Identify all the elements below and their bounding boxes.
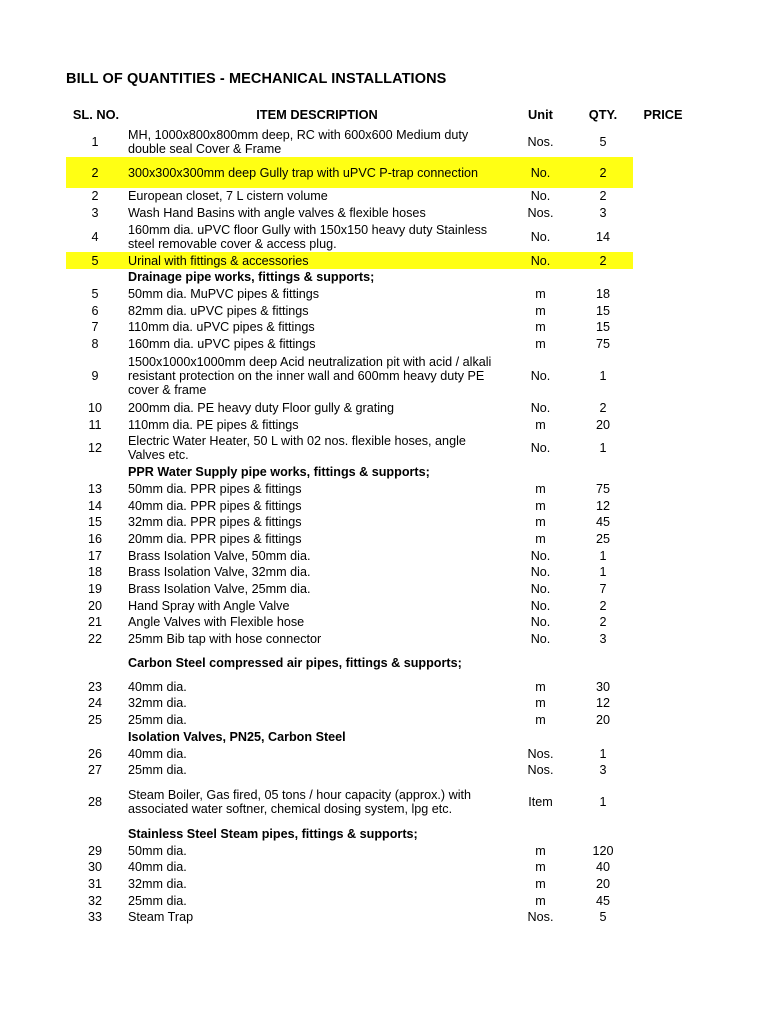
section-heading-row [66, 729, 693, 746]
unit-cell: m [535, 303, 546, 318]
description-cell: 25mm dia. [128, 713, 187, 728]
description-cell: Wash Hand Basins with angle valves & flexible hoses [128, 206, 426, 221]
sl-cell: 21 [87, 615, 102, 630]
table-row [66, 564, 693, 581]
description-cell: 40mm dia. [128, 860, 187, 875]
unit-cell: No. [530, 548, 551, 563]
price-cell [633, 221, 693, 252]
qty-cell: 45 [595, 515, 610, 530]
unit-cell: No. [530, 369, 551, 383]
table-row [66, 302, 693, 319]
table-row [66, 514, 693, 531]
price-cell [633, 564, 693, 581]
qty-cell: 2 [573, 157, 633, 188]
qty-cell: 1 [599, 548, 607, 563]
qty-cell: 120 [592, 843, 614, 858]
sl-cell: 19 [87, 582, 102, 597]
description-cell: Urinal with fittings & accessories [126, 252, 508, 269]
price-cell [633, 157, 693, 188]
description-cell: Brass Isolation Valve, 32mm dia. [128, 565, 311, 580]
description-cell: Steam Boiler, Gas fired, 05 tons / hour capacity (approx.) with associated water softner, chemical dosing system, lpg etc. [128, 788, 471, 817]
sl-cell: 24 [87, 696, 102, 711]
qty-cell: 5 [599, 134, 607, 149]
description-cell: Carbon Steel compressed air pipes, fittings & supports; [128, 655, 462, 670]
description-cell: 20mm dia. PPR pipes & fittings [128, 531, 302, 546]
sl-cell: 12 [87, 441, 102, 456]
qty-cell: 20 [595, 713, 610, 728]
unit-cell: Nos. [527, 206, 554, 221]
table-row [66, 126, 693, 157]
table-row [66, 416, 693, 433]
description-cell: 32mm dia. [128, 876, 187, 891]
sl-cell: 6 [91, 303, 99, 318]
price-cell [633, 188, 693, 205]
section-heading-row [66, 826, 693, 843]
price-cell [633, 695, 693, 712]
unit-cell: No. [508, 252, 573, 269]
price-cell [633, 826, 693, 843]
sl-cell: 15 [87, 515, 102, 530]
qty-cell: 40 [595, 860, 610, 875]
description-cell: Brass Isolation Valve, 25mm dia. [128, 582, 311, 597]
qty-cell: 2 [599, 189, 607, 204]
header-qty: QTY. [588, 107, 618, 122]
price-cell [633, 286, 693, 303]
unit-cell: No. [530, 565, 551, 580]
qty-cell: 45 [595, 893, 610, 908]
unit-cell: Nos. [527, 910, 554, 925]
sl-cell: 2 [66, 157, 126, 188]
unit-cell: m [535, 320, 546, 335]
sl-cell: 32 [87, 893, 102, 908]
description-cell: European closet, 7 L cistern volume [128, 189, 328, 204]
sl-cell: 22 [87, 632, 102, 647]
page-title: BILL OF QUANTITIES - MECHANICAL INSTALLATIONS [66, 71, 447, 87]
sl-cell: 2 [91, 189, 99, 204]
price-cell [633, 597, 693, 614]
qty-cell: 3 [599, 763, 607, 778]
description-cell: Hand Spray with Angle Valve [128, 598, 290, 613]
table-row [66, 157, 693, 188]
description-cell: 160mm dia. uPVC pipes & fittings [128, 337, 316, 352]
qty-cell: 5 [599, 910, 607, 925]
qty-cell: 20 [595, 876, 610, 891]
sl-cell: 3 [91, 206, 99, 221]
table-row [66, 597, 693, 614]
price-cell [633, 631, 693, 648]
table-row [66, 842, 693, 859]
description-cell: 200mm dia. PE heavy duty Floor gully & grating [128, 400, 394, 415]
unit-cell: No. [530, 189, 551, 204]
qty-cell: 3 [599, 632, 607, 647]
price-cell [633, 353, 693, 400]
description-cell: 50mm dia. PPR pipes & fittings [128, 481, 302, 496]
sl-cell: 20 [87, 598, 102, 613]
unit-cell: m [535, 515, 546, 530]
table-row [66, 353, 693, 400]
description-cell: 50mm dia. MuPVC pipes & fittings [128, 287, 320, 302]
description-cell: 32mm dia. PPR pipes & fittings [128, 515, 302, 530]
price-cell [633, 433, 693, 464]
header-item-description: ITEM DESCRIPTION [256, 107, 378, 122]
unit-cell: m [535, 417, 546, 432]
unit-cell [508, 647, 573, 678]
boq-table [66, 104, 693, 926]
description-cell: Stainless Steel Steam pipes, fittings & supports; [128, 826, 418, 841]
sl-cell: 14 [87, 498, 102, 513]
qty-cell: 1 [599, 565, 607, 580]
unit-cell: m [535, 337, 546, 352]
unit-cell: m [535, 679, 546, 694]
unit-cell: No. [530, 615, 551, 630]
sl-cell: 13 [87, 481, 102, 496]
section-heading-row [66, 464, 693, 481]
description-cell: 25mm Bib tap with hose connector [128, 632, 322, 647]
sl-cell [66, 729, 126, 746]
price-cell [633, 302, 693, 319]
qty-cell: 1 [599, 441, 607, 456]
qty-cell [573, 647, 633, 678]
unit-cell [508, 729, 573, 746]
price-cell [633, 712, 693, 729]
description-cell: Angle Valves with Flexible hose [128, 615, 305, 630]
description-cell: 25mm dia. [128, 893, 187, 908]
price-cell [633, 464, 693, 481]
table-row [66, 319, 693, 336]
price-cell [633, 892, 693, 909]
table-row [66, 221, 693, 252]
qty-cell [573, 269, 633, 286]
qty-cell: 15 [595, 320, 610, 335]
price-cell [633, 745, 693, 762]
price-cell [633, 614, 693, 631]
table-body [66, 126, 693, 926]
table-row [66, 400, 693, 417]
qty-cell [573, 464, 633, 481]
table-header [66, 104, 693, 126]
sl-cell: 5 [66, 252, 126, 269]
unit-cell [508, 464, 573, 481]
description-cell: 82mm dia. uPVC pipes & fittings [128, 303, 309, 318]
unit-cell: m [535, 287, 546, 302]
unit-cell: No. [530, 598, 551, 613]
description-cell: 110mm dia. PE pipes & fittings [128, 417, 299, 432]
table-row [66, 614, 693, 631]
qty-cell: 12 [595, 696, 610, 711]
table-row [66, 497, 693, 514]
description-cell: 40mm dia. PPR pipes & fittings [128, 498, 302, 513]
description-cell: MH, 1000x800x800mm deep, RC with 600x600 Medium duty double seal Cover & Frame [128, 127, 469, 156]
sl-cell: 27 [87, 763, 102, 778]
sl-cell: 10 [87, 400, 102, 415]
unit-cell: m [535, 713, 546, 728]
description-cell: Drainage pipe works, fittings & supports; [128, 270, 375, 285]
description-cell: Electric Water Heater, 50 L with 02 nos. flexible hoses, angle Valves etc. [128, 434, 466, 463]
sl-cell: 26 [87, 746, 102, 761]
table-row [66, 205, 693, 222]
price-cell [633, 647, 693, 678]
price-cell [633, 762, 693, 779]
price-cell [633, 729, 693, 746]
unit-cell: No. [530, 229, 551, 244]
table-row [66, 762, 693, 779]
unit-cell: m [535, 498, 546, 513]
table-row [66, 876, 693, 893]
description-cell: Brass Isolation Valve, 50mm dia. [128, 548, 311, 563]
qty-cell: 15 [595, 303, 610, 318]
qty-cell: 1 [599, 795, 607, 810]
sl-cell: 11 [88, 417, 102, 432]
sl-cell: 4 [91, 229, 99, 244]
qty-cell: 18 [595, 287, 610, 302]
header-price: PRICE [643, 107, 683, 122]
price-cell [633, 859, 693, 876]
sl-cell: 23 [87, 679, 102, 694]
description-cell: Isolation Valves, PN25, Carbon Steel [128, 729, 346, 744]
qty-cell: 12 [595, 498, 610, 513]
sl-cell: 7 [91, 320, 99, 335]
unit-cell: m [535, 843, 546, 858]
header-sl-no: SL. NO. [72, 107, 120, 122]
table-row [66, 547, 693, 564]
table-row [66, 745, 693, 762]
qty-cell: 20 [595, 417, 610, 432]
qty-cell: 25 [595, 531, 610, 546]
table-row [66, 336, 693, 353]
description-cell: 25mm dia. [128, 763, 187, 778]
table-row [66, 712, 693, 729]
unit-cell [508, 826, 573, 843]
sl-cell: 17 [87, 548, 102, 563]
table-row [66, 252, 693, 269]
price-cell [633, 678, 693, 695]
description-cell: 32mm dia. [128, 696, 187, 711]
qty-cell: 2 [599, 615, 607, 630]
sl-cell: 1 [91, 134, 99, 149]
sl-cell: 33 [87, 910, 102, 925]
qty-cell: 1 [599, 369, 607, 383]
table-row [66, 678, 693, 695]
sl-cell: 28 [87, 795, 102, 810]
table-row [66, 909, 693, 926]
qty-cell: 2 [599, 400, 607, 415]
qty-cell: 30 [595, 679, 610, 694]
price-cell [633, 581, 693, 598]
sl-cell: 31 [87, 876, 102, 891]
unit-cell [508, 269, 573, 286]
description-cell: PPR Water Supply pipe works, fittings & supports; [128, 465, 430, 480]
price-cell [633, 514, 693, 531]
sl-cell: 30 [87, 860, 102, 875]
unit-cell: m [535, 876, 546, 891]
unit-cell: m [535, 531, 546, 546]
section-heading-row [66, 647, 693, 678]
sl-cell: 29 [87, 843, 102, 858]
price-cell [633, 252, 693, 269]
unit-cell: No. [508, 157, 573, 188]
qty-cell: 1 [599, 746, 607, 761]
table-row [66, 695, 693, 712]
sl-cell: 16 [87, 531, 102, 546]
description-cell: 110mm dia. uPVC pipes & fittings [128, 320, 315, 335]
table-row [66, 859, 693, 876]
sl-cell: 25 [87, 713, 102, 728]
unit-cell: Nos. [527, 763, 554, 778]
price-cell [633, 779, 693, 826]
sl-cell: 8 [91, 337, 99, 352]
unit-cell: m [535, 860, 546, 875]
table-row [66, 892, 693, 909]
unit-cell: No. [530, 400, 551, 415]
sl-cell [66, 269, 126, 286]
description-cell: 40mm dia. [128, 746, 187, 761]
unit-cell: Nos. [527, 746, 554, 761]
table-row [66, 631, 693, 648]
price-cell [633, 269, 693, 286]
section-heading-row [66, 269, 693, 286]
price-cell [633, 547, 693, 564]
sl-cell: 5 [91, 287, 99, 302]
price-cell [633, 909, 693, 926]
description-cell: Steam Trap [128, 910, 194, 925]
description-cell: 1500x1000x1000mm deep Acid neutralization pit with acid / alkali resistant protection on the inner wall and 600mm heavy duty PE cover & frame [128, 355, 492, 397]
price-cell [633, 336, 693, 353]
price-cell [633, 126, 693, 157]
table-row [66, 531, 693, 548]
sl-cell: 18 [87, 565, 102, 580]
price-cell [633, 531, 693, 548]
description-cell: 160mm dia. uPVC floor Gully with 150x150 heavy duty Stainless steel removable cover & access plug. [128, 222, 488, 251]
price-cell [633, 400, 693, 417]
unit-cell: Item [528, 795, 553, 810]
unit-cell: m [535, 696, 546, 711]
qty-cell: 3 [599, 206, 607, 221]
unit-cell: Nos. [527, 134, 554, 149]
price-cell [633, 497, 693, 514]
qty-cell: 7 [599, 582, 607, 597]
price-cell [633, 876, 693, 893]
qty-cell: 14 [595, 229, 610, 244]
description-cell: 300x300x300mm deep Gully trap with uPVC P-trap connection [126, 157, 508, 188]
qty-cell [573, 729, 633, 746]
unit-cell: m [535, 481, 546, 496]
header-unit: Unit [528, 107, 553, 122]
table-row [66, 481, 693, 498]
description-cell: 40mm dia. [128, 679, 187, 694]
price-cell [633, 319, 693, 336]
qty-cell: 75 [595, 337, 610, 352]
sl-cell: 9 [91, 369, 99, 383]
unit-cell: No. [530, 441, 551, 456]
table-row [66, 779, 693, 826]
sl-cell [66, 647, 126, 678]
unit-cell: No. [530, 582, 551, 597]
qty-cell [573, 826, 633, 843]
sl-cell [66, 464, 126, 481]
table-row [66, 433, 693, 464]
sl-cell [66, 826, 126, 843]
price-cell [633, 842, 693, 859]
unit-cell: No. [530, 632, 551, 647]
price-cell [633, 481, 693, 498]
table-row [66, 286, 693, 303]
description-cell: 50mm dia. [128, 843, 187, 858]
qty-cell: 75 [595, 481, 610, 496]
price-cell [633, 416, 693, 433]
qty-cell: 2 [599, 598, 607, 613]
qty-cell: 2 [573, 252, 633, 269]
unit-cell: m [535, 893, 546, 908]
table-row [66, 581, 693, 598]
price-cell [633, 205, 693, 222]
table-row [66, 188, 693, 205]
